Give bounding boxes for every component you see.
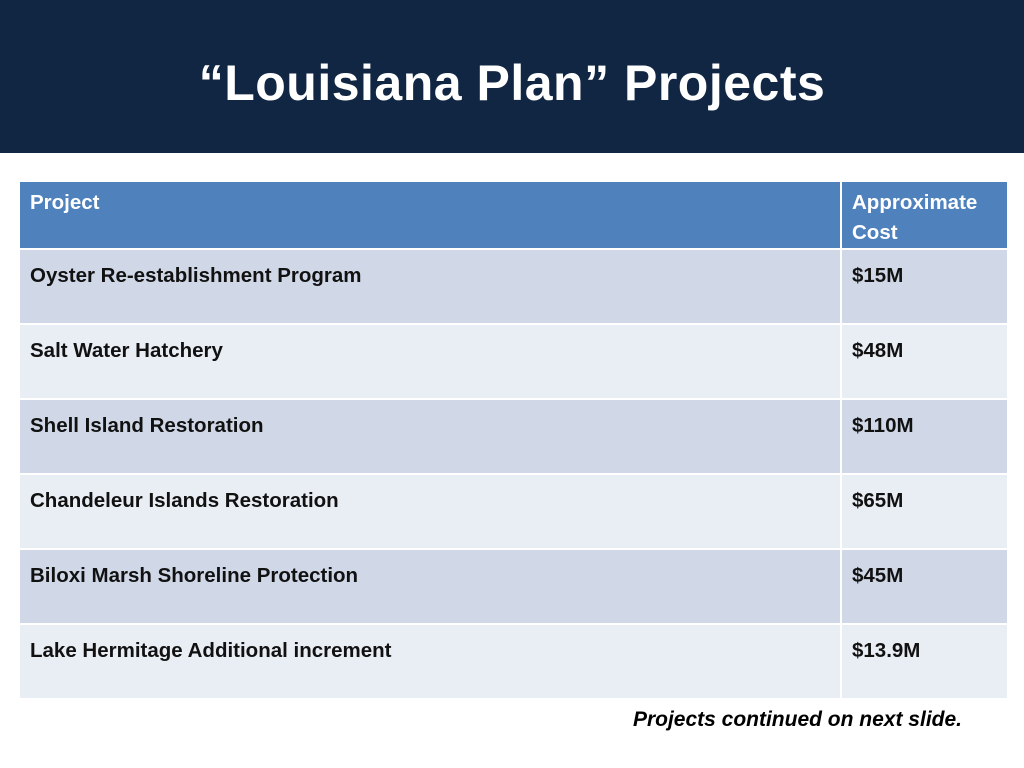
table-row: [19, 399, 1008, 474]
project-name-cell: Biloxi Marsh Shoreline Protection: [19, 549, 841, 624]
project-cost-cell: $65M: [841, 474, 1008, 549]
project-cost-cell: $13.9M: [841, 624, 1008, 699]
slide-title: “Louisiana Plan” Projects: [198, 54, 826, 111]
project-name-cell: Chandeleur Islands Restoration: [19, 474, 841, 549]
title-bar: [0, 0, 1024, 153]
project-name-cell: Oyster Re-establishment Program: [19, 249, 841, 324]
project-name-cell: Lake Hermitage Additional increment: [19, 624, 841, 699]
project-name-cell: Salt Water Hatchery: [19, 324, 841, 399]
table-row: [19, 249, 1008, 324]
header-project: Project: [19, 181, 841, 249]
project-cost-cell: $48M: [841, 324, 1008, 399]
table-row: [19, 624, 1008, 699]
table-row: [19, 324, 1008, 399]
table-row: [19, 474, 1008, 549]
table-row: [19, 549, 1008, 624]
header-approximate-cost: Approximate Cost: [841, 181, 1008, 249]
project-name-cell: Shell Island Restoration: [19, 399, 841, 474]
table-header-row: [19, 181, 1008, 249]
project-cost-cell: $15M: [841, 249, 1008, 324]
project-cost-cell: $45M: [841, 549, 1008, 624]
projects-table-container: [18, 180, 1007, 700]
continued-footnote: Projects continued on next slide.: [632, 708, 962, 731]
projects-table: [18, 180, 1009, 700]
project-cost-cell: $110M: [841, 399, 1008, 474]
